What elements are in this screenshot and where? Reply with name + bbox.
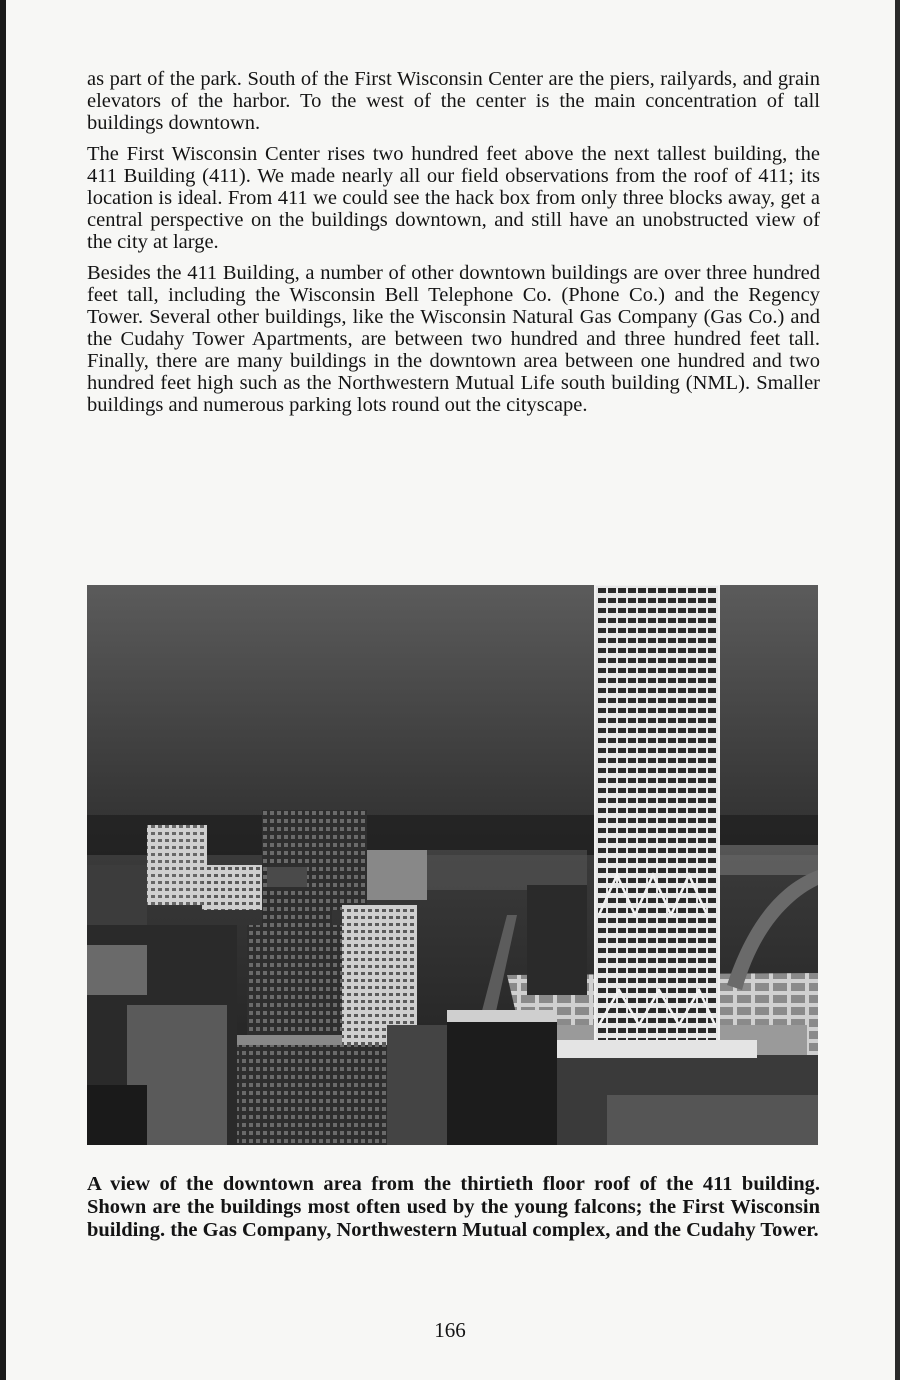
scan-left-edge	[0, 0, 6, 1380]
paragraph-1: as part of the park. South of the First Wisconsin Center are the piers, railyards, and grain elevators of the harbor. To the west of the center is the main concentration of tall buildings downtown.	[87, 68, 820, 134]
downtown-aerial-photo	[87, 585, 818, 1145]
body-text	[87, 68, 820, 425]
photo-caption: A view of the downtown area from the thirtieth floor roof of the 411 building. Shown are the buildings most often used by the young falcons; the First Wisconsin building. the Gas Company, Northwestern Mutual complex, and the Cudahy Tower.	[87, 1173, 820, 1241]
page-number: 166	[434, 1318, 466, 1342]
paragraph-3: Besides the 411 Building, a number of other downtown buildings are over three hundred feet tall, including the Wisconsin Bell Telephone Co. (Phone Co.) and the Regency Tower. Several other buildings, like the Wisconsin Natural Gas Company (Gas Co.) and the Cudahy Tower Apartments, are between two hundred and three hundred feet tall. Finally, there are many buildings in the downtown area between one hundred and two hundred feet high such as the Northwestern Mutual Life south building (NML). Smaller buildings and numerous parking lots round out the cityscape.	[87, 262, 820, 416]
scan-right-edge	[895, 0, 900, 1380]
paragraph-2: The First Wisconsin Center rises two hundred feet above the next tallest building, the 411 Building (411). We made nearly all our field observations from the roof of 411; its location is ideal. From 411 we could see the hack box from only three blocks away, get a central perspective on the buildings downtown, and still have an unobstructed view of the city at large.	[87, 143, 820, 253]
